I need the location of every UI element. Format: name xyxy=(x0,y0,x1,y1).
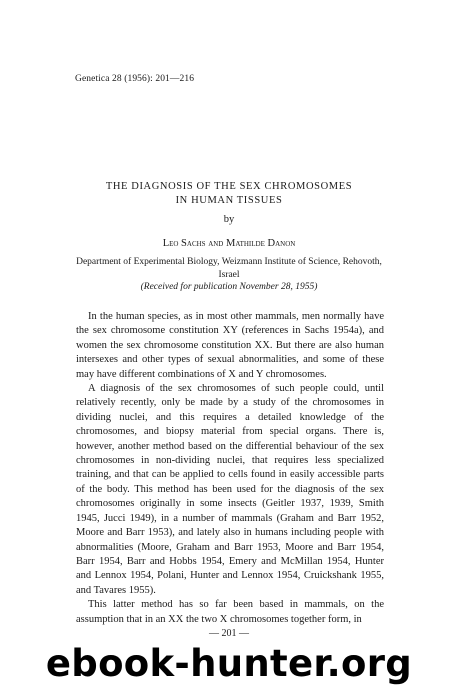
body-paragraph-1: In the human species, as in most other mammals, men normally have the sex chromosome constitution XY (references in Sachs 1954a), and women the sex chromosome constitution XX. But there are also human intersexes and other types of sexual abnormalities, and some of these may have different combinations of X and Y chromosomes. xyxy=(76,311,384,380)
article-body xyxy=(76,310,384,627)
article-title-line-2: IN HUMAN TISSUES xyxy=(175,195,283,206)
received-date: (Received for publication November 28, 1955) xyxy=(140,282,318,292)
body-paragraph-3: This latter method has so far been based in mammals, on the assumption that in an XX the two X chromosomes together form, in xyxy=(76,599,384,625)
article-title-line-1: THE DIAGNOSIS OF THE SEX CHROMOSOMES xyxy=(105,181,353,192)
page-number: — 201 — xyxy=(209,628,249,639)
watermark: ebook-hunter.org xyxy=(45,642,413,685)
byline-by: by xyxy=(223,214,235,225)
authors: Leo Sachs and Mathilde Danon xyxy=(162,238,296,249)
affiliation: Department of Experimental Biology, Weizmann Institute of Science, Rehovoth, Israel xyxy=(76,257,382,280)
body-paragraph-2: A diagnosis of the sex chromosomes of such people could, until relatively recently, only be made by a study of the chromosomes in dividing nuclei, and this requires a detailed knowledge of the chromosomes, and biopsy material from special organs. There is, however, another method based on the differential behaviour of the sex chromosomes in non-dividing nuclei, that requires less specialized training, and that can be applied to cells found in easily accessible parts of the body. This method has been used for the diagnosis of the sex chromosomes originally in some insects (Geitler 1937, 1939, Smith 1945, Jucci 1949), in a number of mammals (Graham and Barr 1952, Moore and Barr 1953), and lately also in humans including people with abnormalities (Moore, Graham and Barr 1953, Moore and Barr 1954, Barr 1954, Barr and Hobbs 1954, Emery and McMillan 1954, Hunter and Lennox 1954, Polani, Hunter and Lennox 1954, Cruickshank 1955, and Tavares 1955). xyxy=(76,383,384,596)
journal-citation: Genetica 28 (1956): 201—216 xyxy=(75,74,195,84)
